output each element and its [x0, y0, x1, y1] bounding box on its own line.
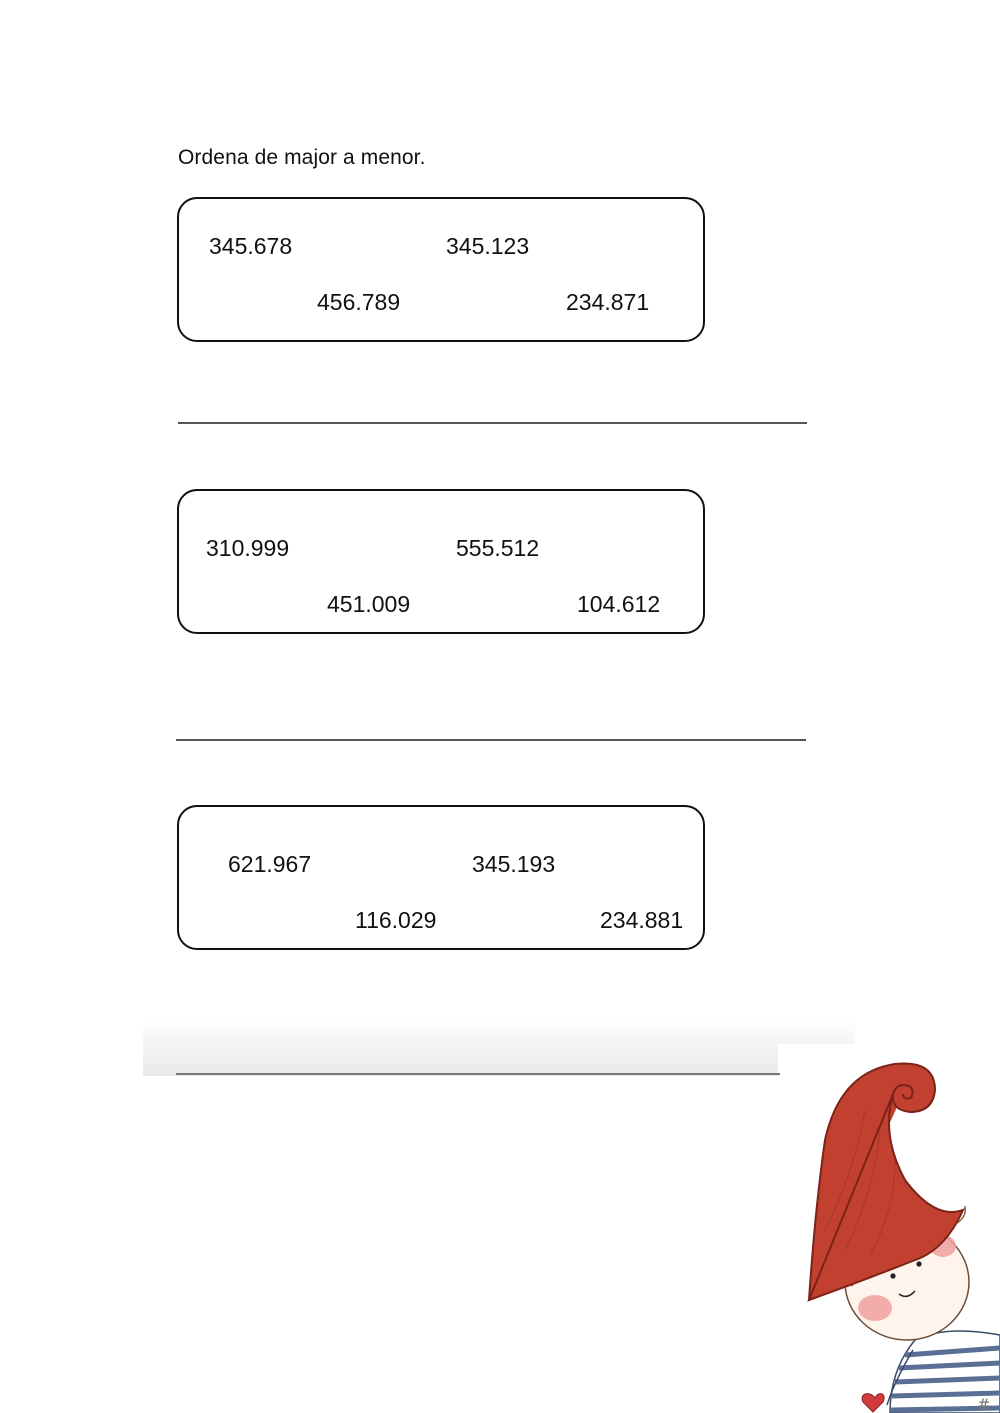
gnome-illustration — [795, 1050, 1000, 1413]
number-box-3 — [177, 805, 705, 950]
number-value: 234.881 — [600, 907, 684, 933]
corner-mark: # — [977, 1395, 991, 1413]
number-value: 234.871 — [566, 289, 650, 315]
heart-icon — [862, 1394, 884, 1412]
number-box-1 — [177, 197, 705, 342]
number-box-2 — [177, 489, 705, 634]
number-value: 104.612 — [577, 591, 661, 617]
number-value: 345.678 — [209, 233, 293, 259]
answer-line-3[interactable] — [176, 1073, 780, 1075]
number-value: 345.123 — [446, 233, 530, 259]
number-value: 116.029 — [355, 907, 437, 933]
number-value: 345.193 — [472, 851, 556, 877]
answer-line-2[interactable] — [176, 739, 806, 741]
number-value: 310.999 — [206, 535, 290, 561]
scan-shadow — [143, 1018, 855, 1076]
number-value: 456.789 — [317, 289, 401, 315]
number-value: 555.512 — [456, 535, 540, 561]
instruction-text: Ordena de major a menor. — [178, 146, 426, 169]
number-value: 621.967 — [228, 851, 312, 877]
answer-line-1[interactable] — [178, 422, 807, 424]
number-value: 451.009 — [327, 591, 411, 617]
